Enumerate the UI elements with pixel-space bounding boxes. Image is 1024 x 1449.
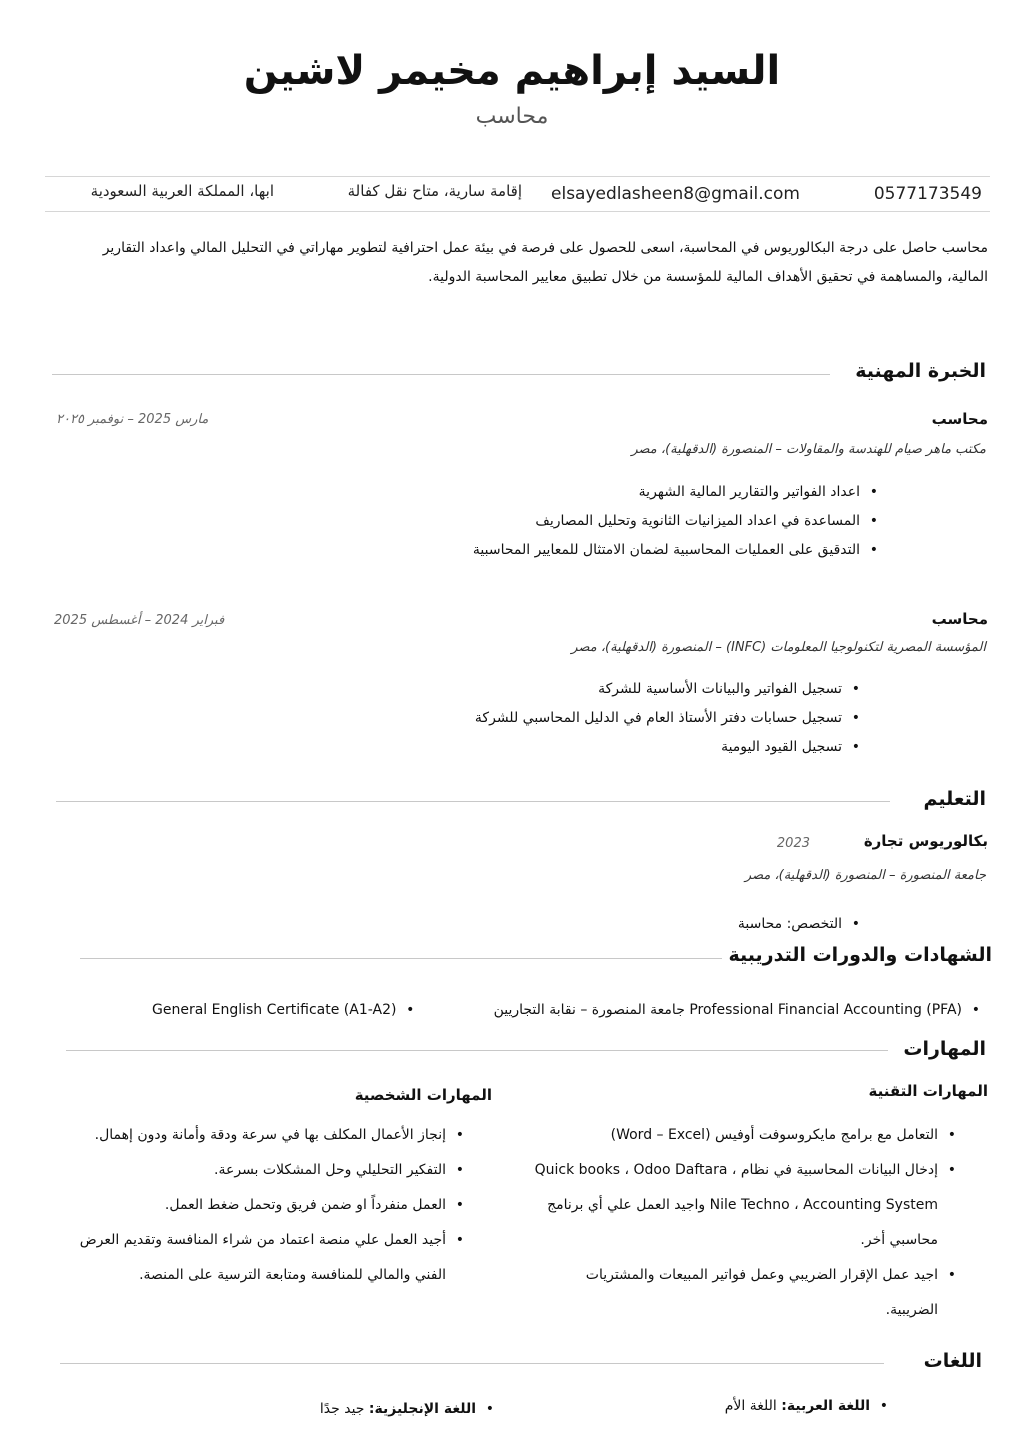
language-item-english [320, 1395, 500, 1424]
contact-bar [45, 176, 990, 212]
personal-skills-heading: المهارات الشخصية [354, 1086, 492, 1104]
certification-item-1 [494, 996, 986, 1025]
languages-heading: اللغات [923, 1350, 982, 1372]
residency-status: إقامة سارية، متاح نقل كفالة [347, 182, 522, 200]
location: ابها، المملكة العربية السعودية [90, 182, 274, 200]
email-address: elsayedlasheen8@gmail.com [551, 184, 800, 204]
certifications-heading: الشهادات والدورات التدريبية [728, 944, 992, 966]
list-item: • التخصص: محاسبة [738, 910, 866, 939]
profile-summary: محاسب حاصل على درجة البكالوريوس في المحاسبة، اسعى للحصول على فرصة في بيئة عمل احترافية لتطوير مهاراتي في التحليل المالي واعداد التقارير المالية، والمساهمة في تحقيق الأهداف المالية للمؤسسة من خلال تطبيق معايير المحاسبة الدولية. [102, 240, 988, 285]
list-item [320, 1395, 500, 1424]
personal-skills-list [70, 1118, 470, 1293]
education-details [738, 910, 866, 939]
list-item: • التفكير التحليلي وحل المشكلات بسرعة. [70, 1153, 470, 1188]
list-item: • اعداد الفواتير والتقارير المالية الشهرية [473, 478, 884, 507]
list-item [725, 1392, 894, 1421]
skills-divider [66, 1050, 888, 1051]
list-item: • التدقيق على العمليات المحاسبية لضمان الامتثال للمعايير المحاسبية [473, 536, 884, 565]
job-1-organization: مكتب ماهر صيام للهندسة والمقاولات – المنصورة (الدقهلية)، مصر [631, 442, 986, 457]
graduation-year: 2023 [776, 836, 810, 851]
list-item: • إنجاز الأعمال المكلف بها في سرعة ودقة وأمانة ودون إهمال. [70, 1118, 470, 1153]
candidate-name: السيد إبراهيم مخيمر لاشين [243, 48, 781, 94]
education-heading: التعليم [923, 788, 986, 810]
list-item: • تسجيل حسابات دفتر الأستاذ العام في الدليل المحاسبي للشركة [475, 704, 866, 733]
list-item: • تسجيل القيود اليومية [475, 733, 866, 762]
language-name: اللغة الإنجليزية: [368, 1401, 476, 1417]
list-item: • التعامل مع برامج مايكروسوفت أوفيس (Word – Excel) [532, 1118, 962, 1153]
experience-heading: الخبرة المهنية [855, 360, 986, 382]
job-title: محاسب [475, 104, 549, 129]
language-level: اللغة الأم [724, 1398, 777, 1414]
job-2-title: محاسب [931, 610, 988, 628]
certification-item-2 [152, 996, 420, 1025]
language-item-arabic [725, 1392, 894, 1421]
phone-number: 0577173549 [873, 184, 982, 204]
job-2-organization: المؤسسة المصرية لتكنولوجيا المعلومات (INFC) – المنصورة (الدقهلية)، مصر [571, 640, 986, 655]
language-name: اللغة العربية: [781, 1398, 870, 1414]
language-level: جيد جدًا [319, 1401, 365, 1417]
education-divider [56, 801, 890, 802]
list-item: • Professional Financial Accounting (PFA) جامعة المنصورة – نقابة التجاريين [494, 996, 986, 1025]
list-item: • أجيد العمل علي منصة اعتماد من شراء المنافسة وتقديم العرض الفني والمالي للمنافسة ومتابعة الترسية على المنصة. [70, 1223, 470, 1293]
languages-divider [60, 1363, 884, 1364]
experience-divider [52, 374, 830, 375]
certifications-divider [80, 958, 722, 959]
list-item: • العمل منفرداً او ضمن فريق وتحمل ضغط العمل. [70, 1188, 470, 1223]
technical-skills-list [532, 1118, 962, 1328]
list-item: • اجيد عمل الإقرار الضريبي وعمل فواتير المبيعات والمشتريات الضريبية. [532, 1258, 962, 1328]
degree: بكالوريوس تجارة [863, 832, 988, 850]
technical-skills-heading: المهارات التقنية [868, 1082, 988, 1100]
list-item: • General English Certificate (A1-A2) [152, 996, 420, 1025]
job-1-duties [473, 478, 884, 565]
list-item: • إدخال البيانات المحاسبية في نظام Quick books ، Odoo Daftara ، Nile Techno ، Accounting System واجيد العمل علي أي برنامج محاسبي أخر. [532, 1153, 962, 1258]
job-1-date: مارس 2025 – نوفمبر ٢٠٢٥ [56, 412, 209, 427]
list-item: • المساعدة في اعداد الميزانيات الثانوية وتحليل المصاريف [473, 507, 884, 536]
job-1-title: محاسب [931, 410, 988, 428]
list-item: • تسجيل الفواتير والبيانات الأساسية للشركة [475, 675, 866, 704]
job-2-date: فبراير 2024 – أغسطس 2025 [54, 613, 225, 628]
university: جامعة المنصورة – المنصورة (الدقهلية)، مصر [744, 868, 986, 883]
skills-heading: المهارات [903, 1038, 986, 1060]
job-2-duties [475, 675, 866, 762]
